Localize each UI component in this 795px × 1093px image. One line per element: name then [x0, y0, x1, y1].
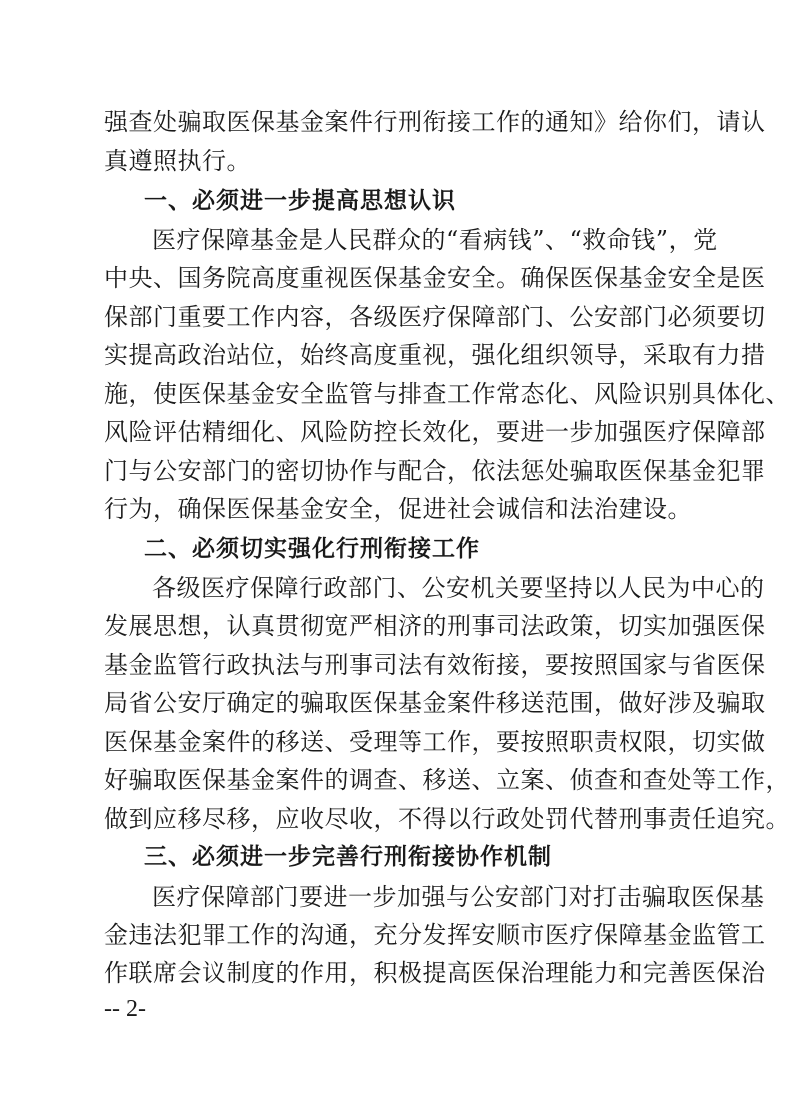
- paragraph-line: 作联席会议制度的作用，积极提高医保治理能力和完善医保治: [104, 959, 766, 987]
- paragraph-line: 门与公安部门的密切协作与配合，依法惩处骗取医保基金犯罪: [104, 457, 766, 485]
- section-heading-3: 三、必须进一步完善行刑衔接协作机制: [144, 844, 552, 870]
- paragraph-line: 中央、国务院高度重视医保基金安全。确保医保基金安全是医: [104, 264, 766, 292]
- paragraph-line: 各级医疗保障行政部门、公安机关要坚持以人民为中心的: [152, 574, 765, 602]
- paragraph-line: 医保基金案件的移送、受理等工作，要按照职责权限，切实做: [104, 728, 766, 756]
- section-heading-1: 一、必须进一步提高思想认识: [144, 188, 456, 214]
- paragraph-line: 保部门重要工作内容，各级医疗保障部门、公安部门必须要切: [104, 303, 766, 331]
- paragraph-line: 基金监管行政执法与刑事司法有效衔接，要按照国家与省医保: [104, 651, 766, 679]
- paragraph-line: 做到应移尽移，应收尽收，不得以行政处罚代替刑事责任追究。: [104, 805, 790, 833]
- paragraph-line: 医疗保障基金是人民群众的“看病钱”、“救命钱”，党: [152, 226, 718, 254]
- paragraph-line: 发展思想，认真贯彻宽严相济的刑事司法政策，切实加强医保: [104, 612, 766, 640]
- intro-line: 强查处骗取医保基金案件行刑衔接工作的通知》给你们，请认: [104, 108, 766, 136]
- paragraph-line: 好骗取医保基金案件的调查、移送、立案、侦查和查处等工作，: [104, 766, 790, 794]
- paragraph-line: 行为，确保医保基金安全，促进社会诚信和法治建设。: [104, 495, 692, 523]
- intro-line: 真遵照执行。: [104, 147, 251, 175]
- section-heading-2: 二、必须切实强化行刑衔接工作: [144, 536, 480, 562]
- paragraph-line: 金违法犯罪工作的沟通，充分发挥安顺市医疗保障基金监管工: [104, 921, 766, 949]
- page-number: -- 2-: [104, 996, 146, 1022]
- paragraph-line: 实提高政治站位，始终高度重视，强化组织领导，采取有力措: [104, 341, 766, 369]
- paragraph-line: 风险评估精细化、风险防控长效化，要进一步加强医疗保障部: [104, 418, 766, 446]
- paragraph-line: 施，使医保基金安全监管与排查工作常态化、风险识别具体化、: [104, 380, 790, 408]
- paragraph-line: 医疗保障部门要进一步加强与公安部门对打击骗取医保基: [152, 883, 765, 911]
- paragraph-line: 局省公安厅确定的骗取医保基金案件移送范围，做好涉及骗取: [104, 689, 766, 717]
